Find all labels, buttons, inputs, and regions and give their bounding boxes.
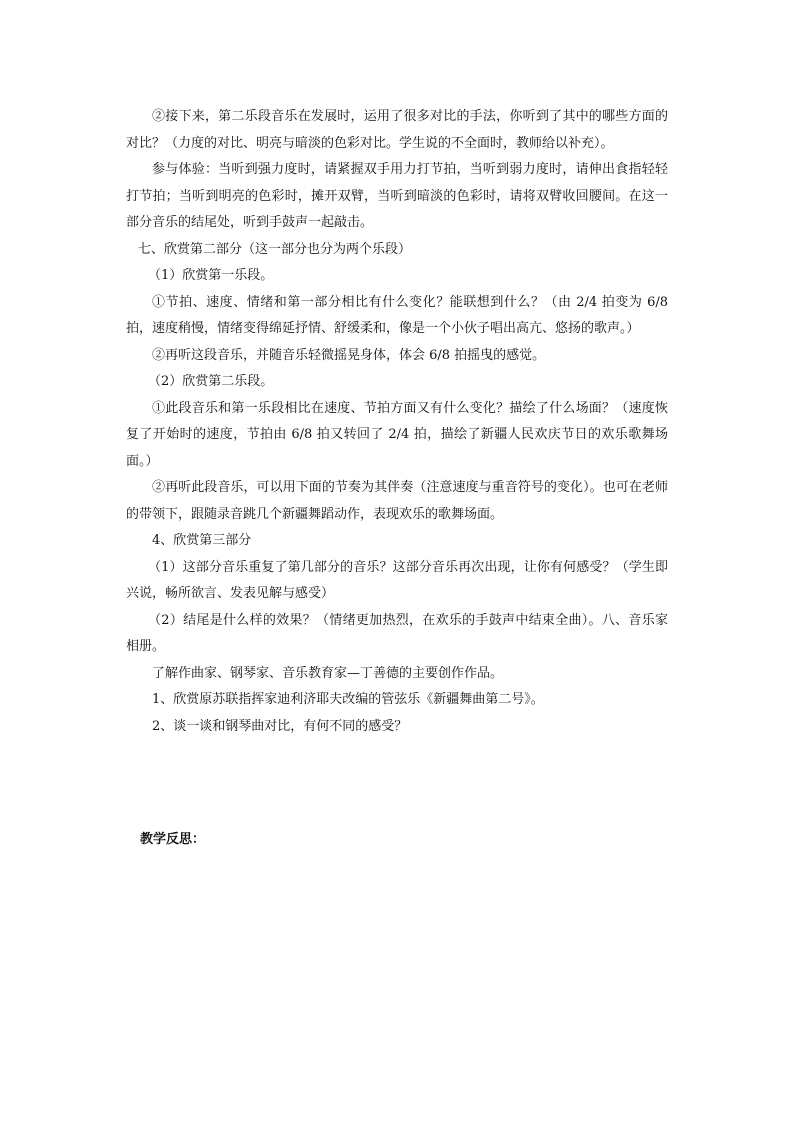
paragraph-first-segment-question: ①节拍、速度、情绪和第一部分相比有什么变化？能联想到什么？（由 2/4 拍变为 6/8 拍，速度稍慢，情绪变得绵延抒情、舒缓柔和，像是一个小伙子唱出高亢、悠扬的歌声。） bbox=[126, 294, 668, 336]
subheading-first-segment: （1）欣赏第一乐段。 bbox=[148, 268, 274, 283]
section-heading-part-two: 七、欣赏第二部分（这一部分也分为两个乐段） bbox=[138, 241, 412, 257]
paragraph-first-segment-listen: ②再听这段音乐，并随音乐轻微摇晃身体，体会 6/8 拍摇曳的感觉。 bbox=[152, 347, 546, 363]
paragraph-part-three-question-2: （2）结尾是什么样的效果？（情绪更加热烈，在欢乐的手鼓声中结束全曲）。八、音乐家相册。 bbox=[126, 612, 668, 654]
paragraph-compare-piano: 2、谈一谈和钢琴曲对比，有何不同的感受？ bbox=[152, 718, 408, 734]
paragraph-second-segment-question: ①此段音乐和第一乐段相比在速度、节拍方面又有什么变化？描绘了什么场面？（速度恢复了开始时的速度，节拍由 6/8 拍又转回了 2/4 拍，描绘了新疆人民欢庆节日的欢乐歌舞场面。） bbox=[126, 400, 668, 469]
paragraph-orchestral-version: 1、欣赏原苏联指挥家迪利济耶夫改编的管弦乐《新疆舞曲第二号》。 bbox=[152, 692, 544, 707]
teaching-reflection-label: 教学反思： bbox=[140, 832, 206, 847]
document-body bbox=[126, 104, 668, 740]
paragraph-contrast-question: ②接下来，第二乐段音乐在发展时，运用了很多对比的手法，你听到了其中的哪些方面的对比？（力度的对比、明亮与暗淡的色彩对比。学生说的不全面时，教师给以补充）。 bbox=[126, 109, 668, 151]
paragraph-composer-intro: 了解作曲家、钢琴家、音乐教育家—丁善德的主要创作作品。 bbox=[152, 665, 504, 681]
paragraph-second-segment-listen: ②再听此段音乐，可以用下面的节奏为其伴奏（注意速度与重音符号的变化）。也可在老师的带领下，跟随录音跳几个新疆舞蹈动作，表现欢乐的歌舞场面。 bbox=[126, 480, 668, 522]
subheading-second-segment: （2）欣赏第二乐段。 bbox=[148, 374, 274, 389]
paragraph-participation: 参与体验：当听到强力度时，请紧握双手用力打节拍，当听到弱力度时，请伸出食指轻轻打节拍；当听到明亮的色彩时，摊开双臂，当听到暗淡的色彩时，请将双臂收回腰间。在这一部分音乐的结尾处，听到手鼓声一起敲击。 bbox=[126, 162, 668, 230]
section-heading-part-three: 4、欣赏第三部分 bbox=[152, 533, 252, 548]
paragraph-part-three-question-1: （1）这部分音乐重复了第几部分的音乐？这部分音乐再次出现，让你有何感受？（学生即兴说，畅所欲言、发表见解与感受） bbox=[126, 559, 668, 601]
